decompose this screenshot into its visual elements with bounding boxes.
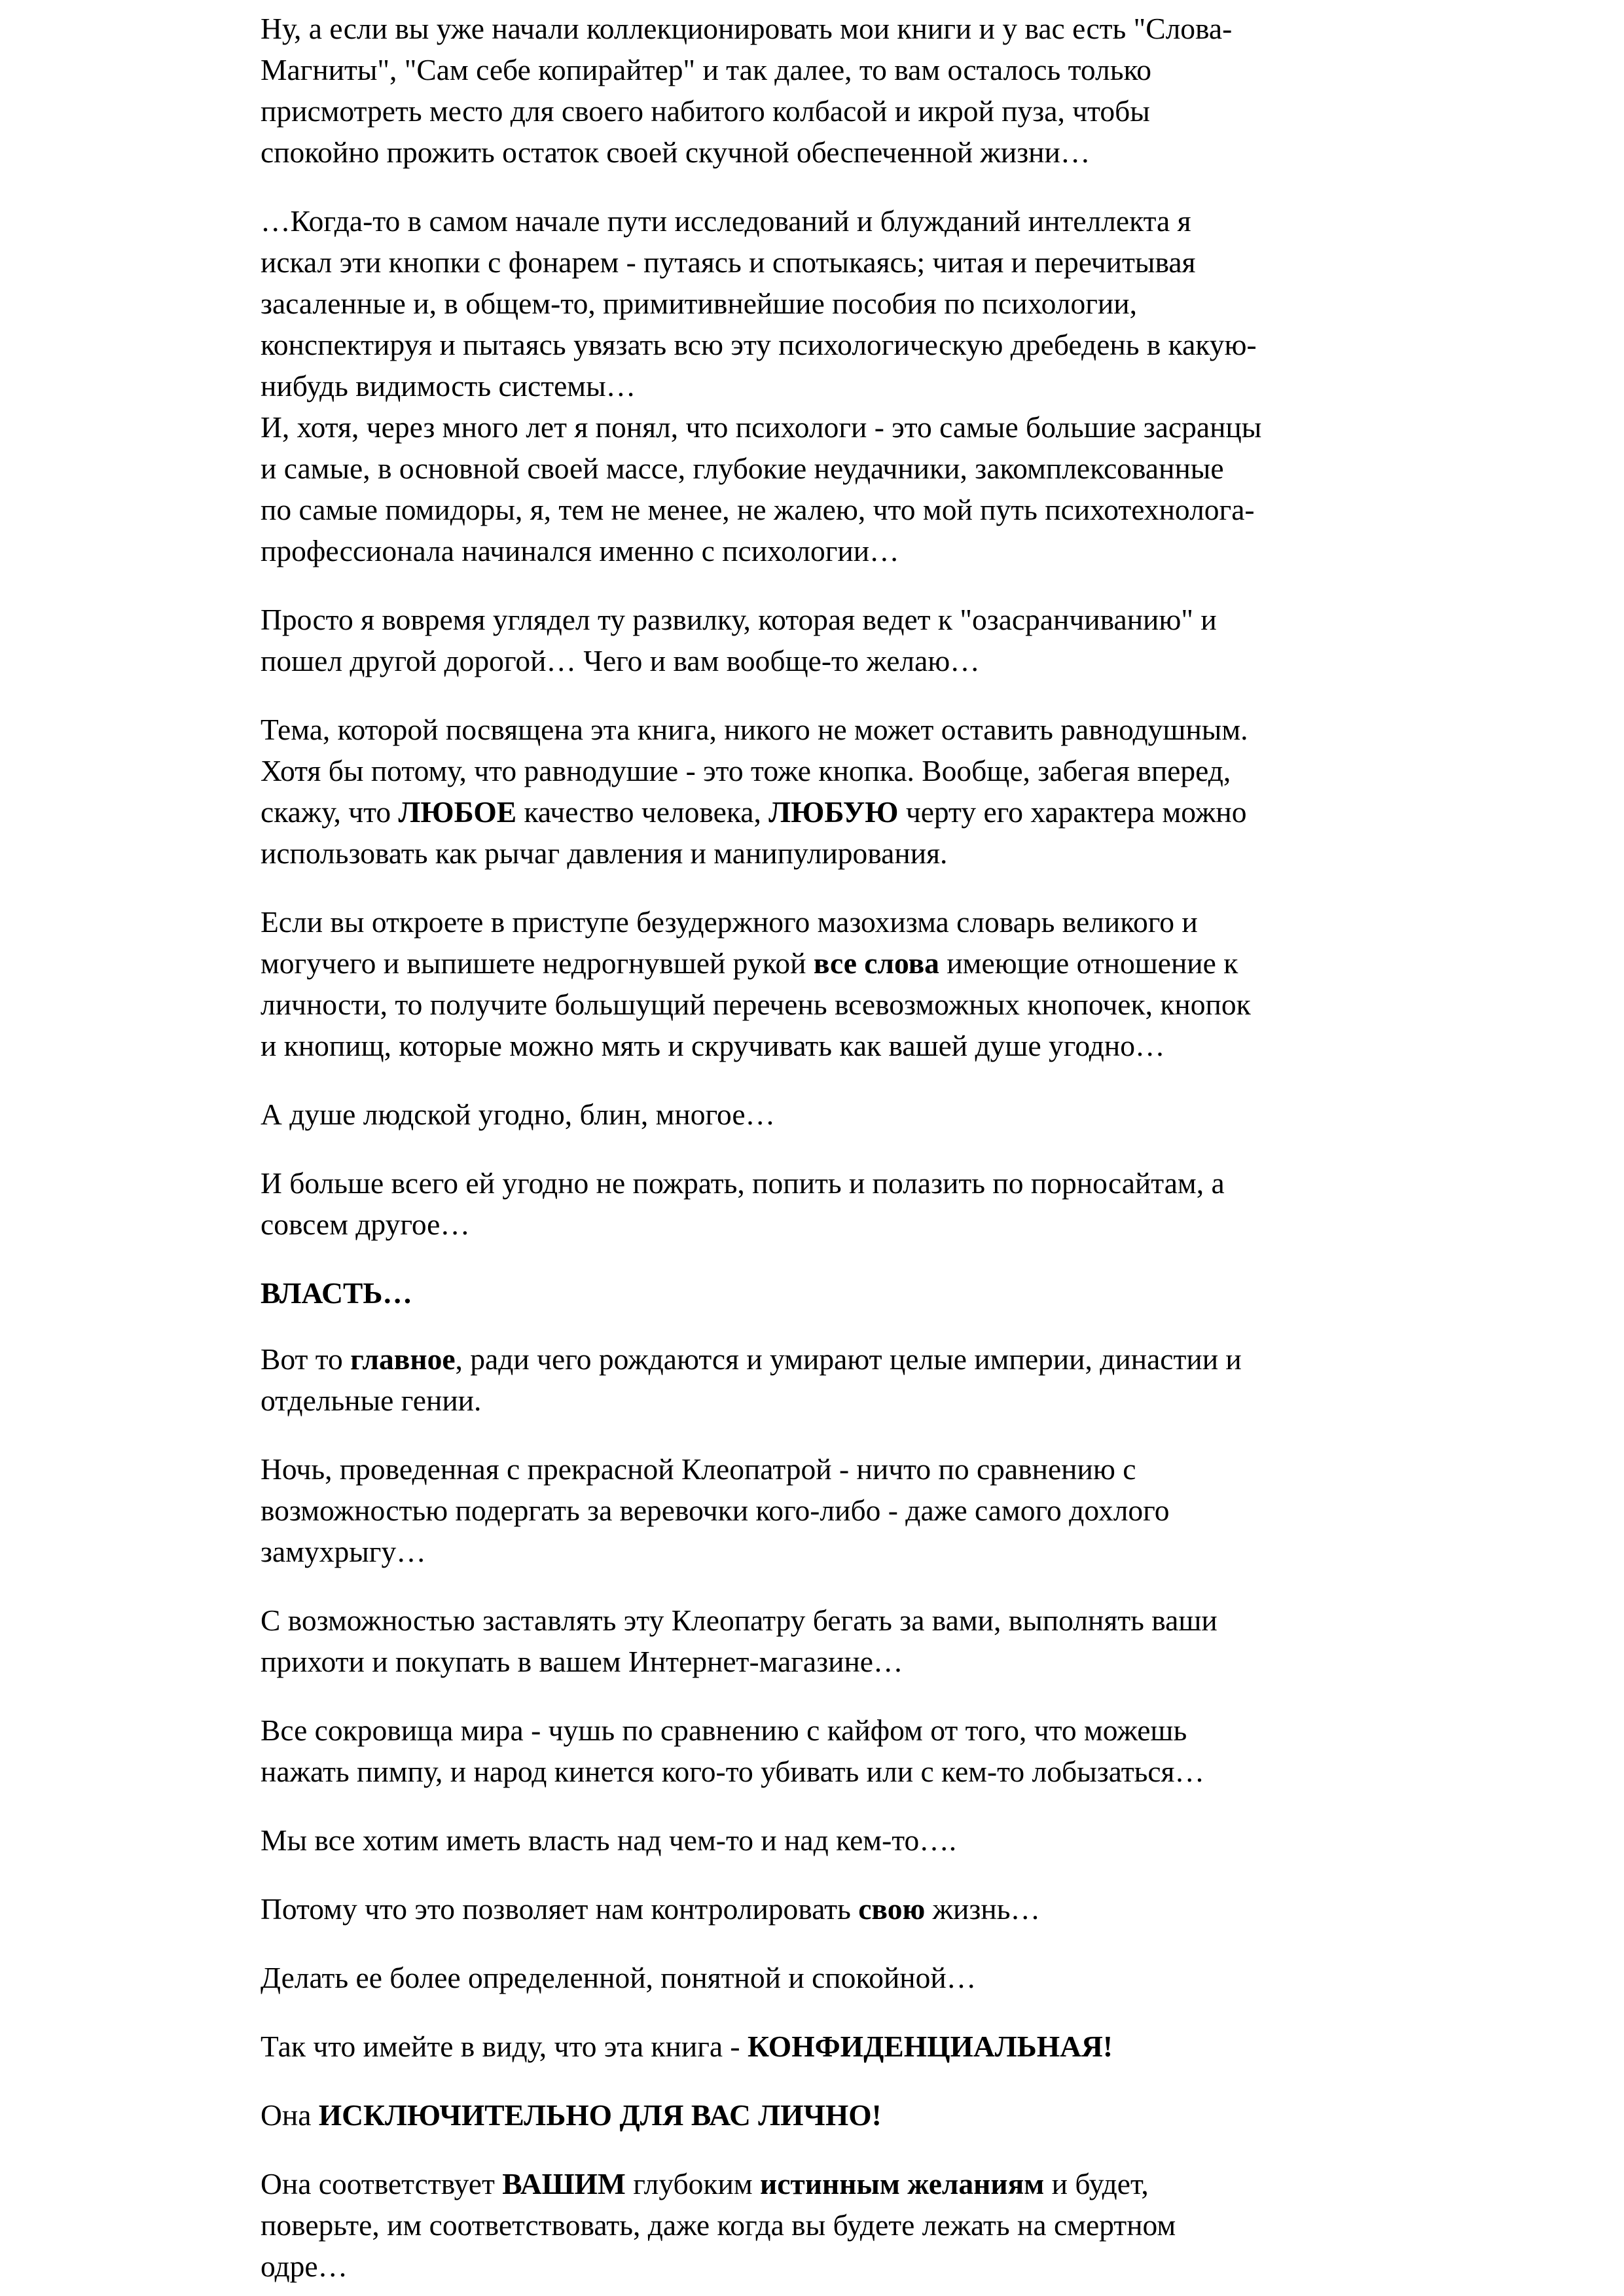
text-line: и кнопищ, которые можно мять и скручивать как вашей душе угодно… [261,1029,1165,1062]
text-line: засаленные и, в общем-то, примитивнейшие пособия по психологии, [261,287,1137,320]
paragraph-search-history [261,200,1393,406]
text-run: имеющие отношение к [939,946,1238,980]
emphasis-text: ЛЮБОЕ [398,795,517,829]
paragraph-desires [261,2163,1393,2287]
text-run: Так что имейте в виду, что эта книга - [261,2030,748,2063]
paragraph-cleopatra-shop [261,1600,1393,1682]
text-line: искал эти кнопки с фонарем - путаясь и спотыкаясь; читая и перечитывая [261,245,1196,279]
text-line: Просто я вовремя углядел ту развилку, которая ведет к "озасранчиванию" и [261,603,1217,636]
text-line: личности, то получите большущий перечень всевозможных кнопочек, кнопок [261,988,1251,1021]
paragraph-cleopatra-night [261,1448,1393,1572]
emphasis-text: все слова [813,946,939,980]
text-line: по самые помидоры, я, тем не менее, не жалею, что мой путь психотехнолога- [261,493,1255,526]
text-run: Потому что это позволяет нам контролировать [261,1892,859,1926]
emphasis-text: ЛЮБУЮ [768,795,899,829]
text-line: нибудь видимость системы… [261,369,636,403]
paragraph-calm-life [261,1957,1393,1998]
text-line: совсем другое… [261,1208,470,1241]
text-line [261,2094,1393,2136]
text-run: могучего и выпишете недрогнувшей рукой [261,946,814,980]
paragraph-confidential [261,2026,1393,2067]
emphasis-text: КОНФИДЕНЦИАЛЬНАЯ! [747,2030,1113,2063]
text-run: Она соответствует [261,2167,503,2200]
text-run: глубоким [625,2167,760,2200]
document-body [261,8,1393,2296]
text-line: спокойно прожить остаток своей скучной обеспеченной жизни… [261,135,1091,169]
text-line: Если вы откроете в приступе безудержного мазохизма словарь великого и [261,905,1198,939]
text-run: и будет, [1044,2167,1149,2200]
emphasis-text: свою [858,1892,926,1926]
text-line: Хотя бы потому, что равнодушие - это тоже кнопка. Вообще, забегая вперед, [261,754,1231,787]
text-line: Делать ее более определенной, понятной и спокойной… [261,1961,977,1994]
paragraph-main-thing [261,1338,1393,1421]
text-line [261,2026,1393,2067]
text-line: Магниты", "Сам себе копирайтер" и так далее, то вам осталось только [261,53,1152,86]
text-run: черту его характера можно [898,795,1247,829]
text-run: жизнь… [925,1892,1040,1926]
text-line [261,942,1393,984]
text-line: присмотреть место для своего набитого колбасой и икрой пуза, чтобы [261,94,1150,128]
paragraph-something-else [261,1162,1393,1245]
text-line: использовать как рычаг давления и манипулирования. [261,836,948,870]
paragraph-personal [261,2094,1393,2136]
text-line: Тема, которой посвящена эта книга, никого не может оставить равнодушным. [261,713,1248,746]
text-line: Все сокровища мира - чушь по сравнению с кайфом от того, что можешь [261,1713,1187,1747]
text-run: скажу, что [261,795,399,829]
text-line: конспектируя и пытаясь увязать всю эту психологическую дребедень в какую- [261,328,1257,361]
text-line: Мы все хотим иметь власть над чем-то и над кем-то…. [261,1823,957,1857]
text-run: , ради чего рождаются и умирают целые империи, династии и [455,1342,1242,1376]
document-page [261,0,1393,2296]
paragraph-soul-desire [261,1094,1393,1135]
text-line: одре… [261,2250,348,2283]
paragraph-fork [261,599,1393,681]
text-run: Вот то [261,1342,351,1376]
text-line: и самые, в основной своей массе, глубокие неудачники, закомплексованные [261,452,1224,485]
text-line: С возможностью заставлять эту Клеопатру бегать за вами, выполнять ваши [261,1604,1218,1637]
text-line: возможностью подергать за веревочки кого-либо - даже самого дохлого [261,1494,1170,1527]
section-heading-power [261,1272,1393,1314]
text-line: И, хотя, через много лет я понял, что психологи - это самые большие засранцы [261,410,1262,444]
paragraph-treasures [261,1710,1393,1792]
text-line: поверьте, им соответствовать, даже когда вы будете лежать на смертном [261,2208,1176,2242]
emphasis-text: главное [350,1342,456,1376]
text-line: нажать пимпу, и народ кинется кого-то убивать или с кем-то лобызаться… [261,1755,1204,1788]
text-line: Ночь, проведенная с прекрасной Клеопатрой - ничто по сравнению с [261,1452,1136,1486]
text-run: качество человека, [516,795,769,829]
paragraph-want-power [261,1820,1393,1861]
paragraph-dictionary [261,901,1393,1066]
text-line [261,1888,1393,1929]
paragraph-control-life [261,1888,1393,1929]
text-line: замухрыгу… [261,1535,426,1568]
text-line: Ну, а если вы уже начали коллекционировать мои книги и у вас есть "Слова- [261,12,1233,45]
paragraph-book-theme [261,709,1393,874]
text-line [261,1338,1393,1380]
text-line: …Когда-то в самом начале пути исследований и блужданий интеллекта я [261,204,1191,238]
text-line [261,791,1393,833]
paragraph-collections [261,8,1393,173]
text-line: И больше всего ей угодно не пожрать, попить и полазить по порносайтам, а [261,1166,1225,1200]
text-line: А душе людской угодно, блин, многое… [261,1098,776,1131]
text-line: отдельные гении. [261,1384,482,1417]
paragraph-psychologists [261,406,1393,571]
text-line [261,2163,1393,2204]
emphasis-text: ИСКЛЮЧИТЕЛЬНО ДЛЯ ВАС ЛИЧНО! [318,2098,882,2132]
text-run: Она [261,2098,319,2132]
heading-text: ВЛАСТЬ… [261,1276,412,1310]
emphasis-text: истинным желаниям [760,2167,1045,2200]
text-line: профессионала начинался именно с психологии… [261,534,899,567]
text-line: прихоти и покупать в вашем Интернет-магазине… [261,1645,903,1678]
emphasis-text: ВАШИМ [502,2167,626,2200]
text-line: пошел другой дорогой… Чего и вам вообще-то желаю… [261,644,980,677]
